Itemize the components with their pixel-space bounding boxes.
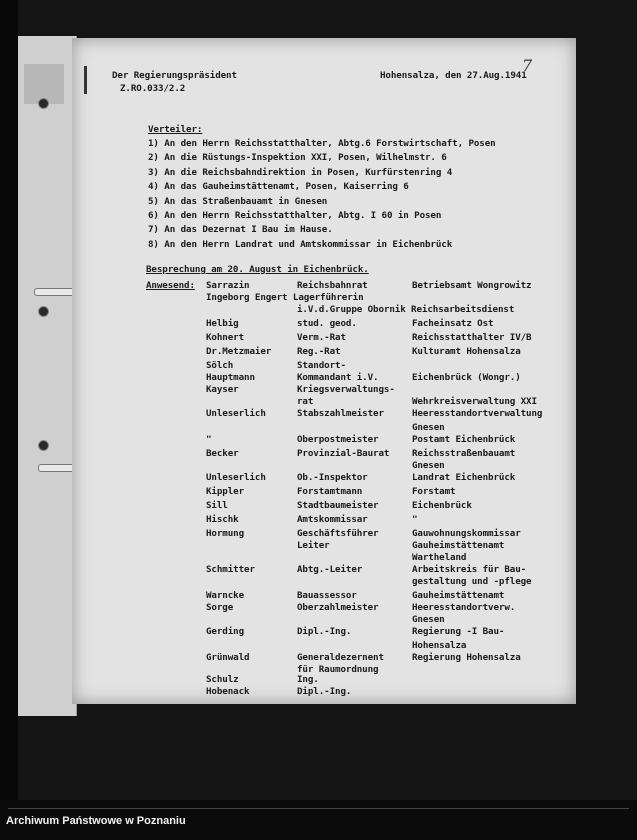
reference-number: Z.RO.033/2.2	[120, 83, 186, 94]
attendee-name: Hauptmann	[206, 372, 255, 383]
attendee-office: Gnesen	[412, 614, 445, 625]
attendee-name: Kohnert	[206, 332, 245, 343]
attendee-office: Eichenbrück	[412, 500, 472, 511]
attendee-name: Hischk	[206, 514, 239, 525]
attendee-title: Stabszahlmeister	[297, 408, 384, 419]
attendee-office: Hohensalza	[412, 640, 467, 651]
attendee-office: Eichenbrück (Wongr.)	[412, 372, 521, 383]
attendee-title: Dipl.-Ing.	[297, 686, 352, 697]
attendee-name: Sölch	[206, 360, 234, 371]
attendee-office: Gauheimstättenamt	[412, 590, 505, 601]
attendee-title: Provinzial-Baurat	[297, 448, 390, 459]
attendee-office: Gnesen	[412, 422, 445, 433]
attendee-name: Warncke	[206, 590, 245, 601]
distribution-item: 6) An den Herrn Reichsstatthalter, Abtg. I 60 in Posen	[148, 210, 442, 221]
attendee-title: Reg.-Rat	[297, 346, 341, 357]
archive-footer	[0, 800, 637, 840]
attendee-title: Dipl.-Ing.	[297, 626, 352, 637]
attendee-name: Hobenack	[206, 686, 250, 697]
attendee-title: stud. geod.	[297, 318, 357, 329]
attendee-office: Heeresstandortverw.	[412, 602, 516, 613]
attendee-office: Gnesen	[412, 460, 445, 471]
attendee-title: Kriegsverwaltungs-	[297, 384, 395, 395]
attendee-office: Regierung -I Bau-	[412, 626, 505, 637]
film-edge	[0, 0, 18, 800]
attendee-office: Landrat Eichenbrück	[412, 472, 516, 483]
attendee-name: Gerding	[206, 626, 245, 637]
attendee-office: Gauwohnungskommissar	[412, 528, 521, 539]
attendee-title: Ing.	[297, 674, 319, 685]
attendee-name: Sarrazin	[206, 280, 250, 291]
attendee-name: Schmitter	[206, 564, 255, 575]
punch-hole	[38, 306, 49, 317]
attendee-name: Grünwald	[206, 652, 250, 663]
attendee-name: Becker	[206, 448, 239, 459]
attendee-name: Dr.Metzmaier	[206, 346, 272, 357]
attendee-title: Kommandant i.V.	[297, 372, 379, 383]
attendee-name: Sorge	[206, 602, 234, 613]
attendee-title: Bauassessor	[297, 590, 357, 601]
attendee-name: Unleserlich	[206, 472, 266, 483]
attendee-title: Standort-	[297, 360, 346, 371]
distribution-item: 4) An das Gauheimstättenamt, Posen, Kaiserring 6	[148, 181, 409, 193]
attendee-office: Reichsstraßenbauamt	[412, 448, 516, 459]
distribution-item: 2) An die Rüstungs-Inspektion XXI, Posen, Wilhelmstr. 6	[148, 152, 447, 164]
footer-divider	[8, 808, 629, 809]
attendee-name: Kayser	[206, 384, 239, 395]
attendee-office: gestaltung und -pflege	[412, 576, 532, 587]
archive-name: Archiwum Państwowe w Poznaniu	[6, 815, 186, 827]
distribution-title: Verteiler:	[148, 124, 203, 135]
place-date: Hohensalza, den 27.Aug.1941	[380, 70, 527, 81]
attendee-name: Hormung	[206, 528, 245, 539]
attendee-name: Schulz	[206, 674, 239, 685]
distribution-item: 1) An den Herrn Reichsstatthalter, Abtg.6 Forstwirtschaft, Posen	[148, 138, 496, 149]
attendee-name: Helbig	[206, 318, 239, 329]
attendee-office: Arbeitskreis für Bau-	[412, 564, 527, 575]
attendee-name: Sill	[206, 500, 228, 511]
distribution-item: 8) An den Herrn Landrat und Amtskommissar in Eichenbrück	[148, 238, 453, 250]
attendee-title: für Raumordnung	[297, 664, 379, 675]
distribution-item: 7) An das Dezernat I Bau im Hause.	[148, 224, 333, 236]
document-page	[72, 38, 576, 704]
attendee-office: "	[412, 514, 418, 525]
attendee-title: Verm.-Rat	[297, 332, 346, 343]
attendee-office: Wehrkreisverwaltung XXI	[412, 396, 537, 407]
attendee-office: Heeresstandortverwaltung	[412, 408, 543, 419]
attendee-office: Kulturamt Hohensalza	[412, 346, 521, 357]
punch-hole	[38, 98, 49, 109]
sender: Der Regierungspräsident	[112, 70, 237, 81]
attendee-title: Ob.-Inspektor	[297, 472, 368, 483]
attendee-office: Gauheimstättenamt	[412, 540, 505, 551]
attendee-title: Reichsbahnrat	[297, 280, 368, 291]
attendee-office: Reichsstatthalter IV/B	[412, 332, 532, 343]
attendee-name: Ingeborg Engert Lagerführerin	[206, 292, 364, 303]
attendee-title: Stadtbaumeister	[297, 500, 379, 511]
attendee-name: Unleserlich	[206, 408, 266, 419]
attendee-office: Wartheland	[412, 552, 467, 563]
attendee-title: Generaldezernent	[297, 652, 384, 663]
distribution-item: 5) An das Straßenbauamt in Gnesen	[148, 195, 328, 207]
attendee-name: Kippler	[206, 486, 245, 497]
attendee-title: Oberzahlmeister	[297, 602, 379, 613]
attendee-name: "	[206, 434, 212, 445]
attendee-title: i.V.d.Gruppe Obornik Reichsarbeitsdienst	[297, 304, 515, 315]
attendee-office: Betriebsamt Wongrowitz	[412, 280, 532, 291]
attendee-office: Forstamt	[412, 486, 456, 497]
attendee-title: Forstamtmann	[297, 486, 363, 497]
attendee-title: Oberpostmeister	[297, 434, 379, 445]
distribution-item: 3) An die Reichsbahndirektion in Posen, Kurfürstenring 4	[148, 166, 453, 178]
attendee-title: Abtg.-Leiter	[297, 564, 363, 575]
attendee-office: Facheinsatz Ost	[412, 318, 494, 329]
attendee-title: Leiter	[297, 540, 330, 551]
attendee-office: Postamt Eichenbrück	[412, 434, 516, 445]
meeting-title: Besprechung am 20. August in Eichenbrück.	[146, 264, 369, 275]
attendee-title: rat	[297, 396, 314, 407]
attendee-title: Amtskommissar	[297, 514, 368, 525]
margin-pen-mark	[84, 66, 87, 94]
back-sheet	[18, 36, 77, 716]
attendee-office: Regierung Hohensalza	[412, 652, 521, 663]
page-number: 7	[522, 56, 533, 75]
punch-hole	[38, 440, 49, 451]
attendees-label: Anwesend:	[146, 280, 195, 291]
attendee-title: Geschäftsführer	[297, 528, 379, 539]
